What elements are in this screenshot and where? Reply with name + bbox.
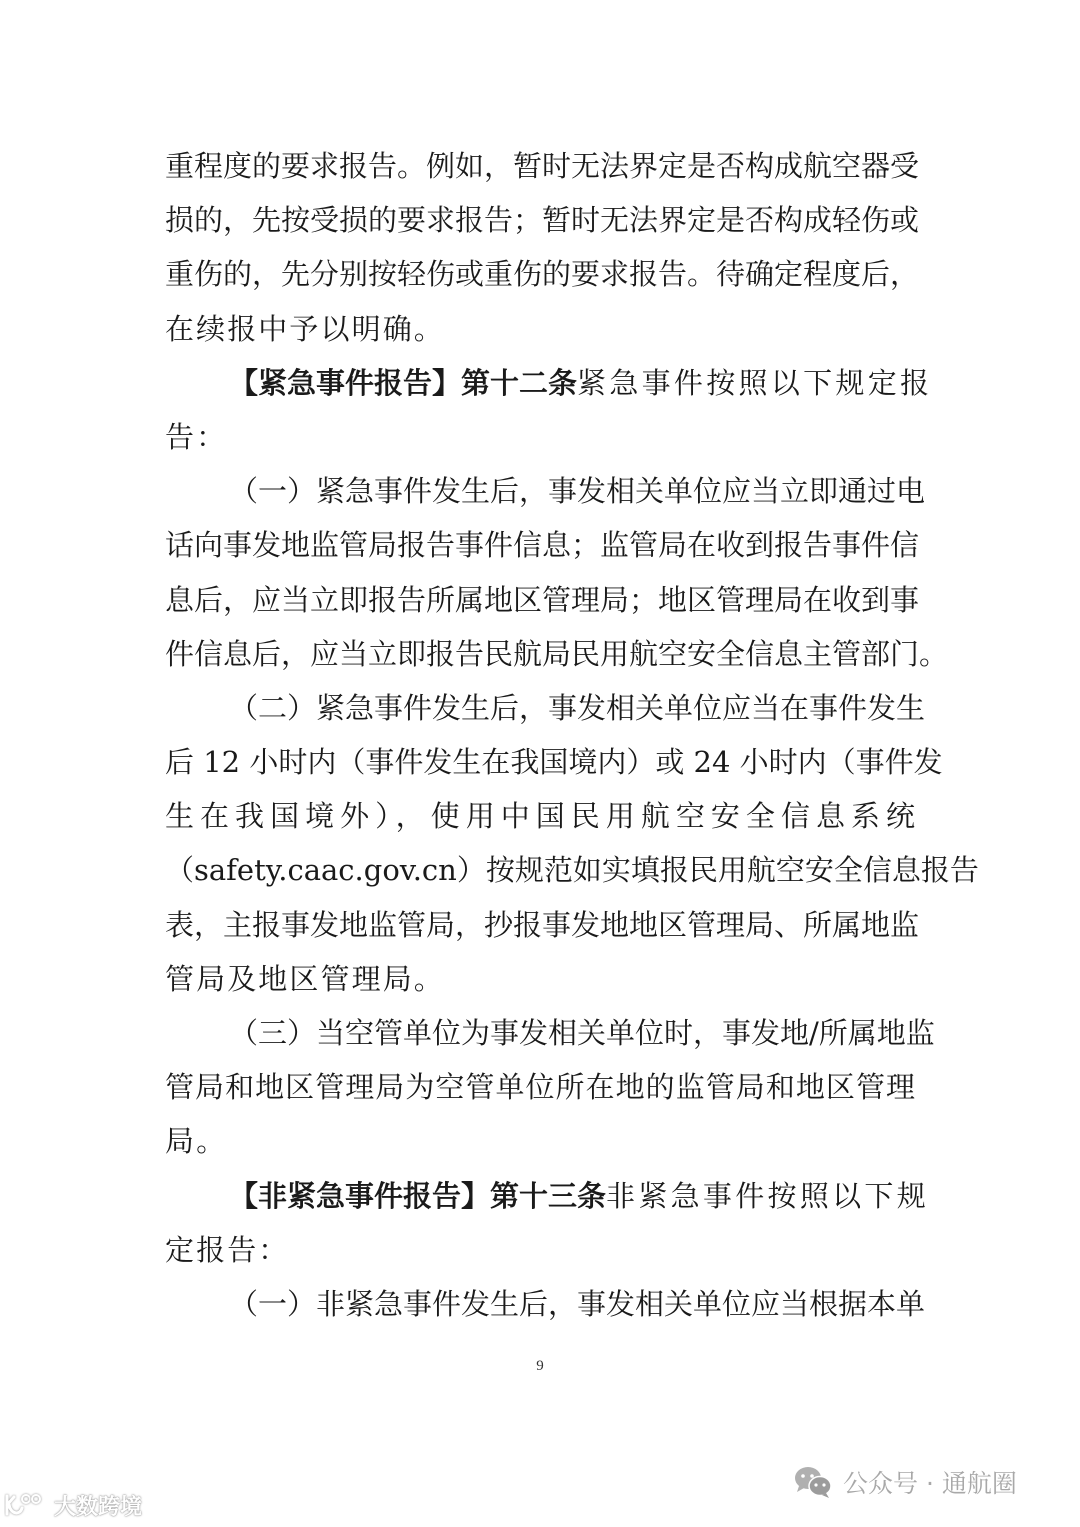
text-line: 话向事发地监管局报告事件信息；监管局在收到报告事件信	[165, 528, 920, 563]
text-line: 告：	[165, 419, 228, 454]
text-line: 件信息后，应当立即报告民航局民用航空安全信息主管部门。	[165, 636, 949, 671]
k100-logo-icon	[4, 1492, 48, 1518]
wechat-account-label: 公众号 · 通航圈	[843, 1469, 1017, 1498]
article-12-lead-text: 紧急事件按照以下规定报	[577, 365, 933, 400]
item-line: （一）紧急事件发生后，事发相关单位应当立即通过电	[229, 474, 926, 509]
wechat-icon	[793, 1465, 833, 1499]
item-line: （一）非紧急事件发生后，事发相关单位应当根据本单	[229, 1286, 926, 1321]
text-line: 管局及地区管理局。	[165, 961, 445, 996]
text-line: 表，主报事发地监管局，抄报事发地地区管理局、所属地监	[165, 907, 920, 942]
text-line: 在续报中予以明确。	[165, 311, 445, 346]
text-line: 损的，先按受损的要求报告；暂时无法界定是否构成轻伤或	[165, 203, 920, 238]
item-line: （三）当空管单位为事发相关单位时，事发地/所属地监	[229, 1016, 935, 1050]
article-12-heading-line	[165, 356, 933, 410]
article-12-title: 【紧急事件报告】第十二条	[229, 365, 578, 400]
brand-watermark	[4, 1490, 142, 1520]
article-13-title: 【非紧急事件报告】第十三条	[229, 1178, 607, 1213]
text-line: 重伤的，先分别按轻伤或重伤的要求报告。待确定程度后，	[165, 257, 920, 292]
text-line: 生在我国境外），使用中国民用航空安全信息系统	[165, 799, 915, 834]
text-line: 管局和地区管理局为空管单位所在地的监管局和地区管理	[165, 1070, 915, 1105]
page-number: 9	[536, 1358, 544, 1374]
text-line: （safety.caac.gov.cn）按规范如实填报民用航空安全信息报告	[165, 853, 979, 888]
brand-watermark-label: 大数跨境	[54, 1494, 143, 1520]
article-13-lead-text: 非紧急事件按照以下规	[606, 1178, 930, 1213]
text-line: 局。	[165, 1124, 228, 1159]
text-line: 后 12 小时内（事件发生在我国境内）或 24 小时内（事件发	[165, 745, 943, 780]
text-line: 重程度的要求报告。例如，暂时无法界定是否构成航空器受	[165, 149, 920, 183]
document-body	[165, 139, 979, 1331]
item-line: （二）紧急事件发生后，事发相关单位应当在事件发生	[229, 690, 926, 725]
text-line: 定报告：	[165, 1232, 290, 1267]
text-line: 息后，应当立即报告所属地区管理局；地区管理局在收到事	[165, 582, 920, 617]
wechat-account-watermark	[793, 1465, 1017, 1499]
article-13-heading-line	[165, 1169, 930, 1223]
